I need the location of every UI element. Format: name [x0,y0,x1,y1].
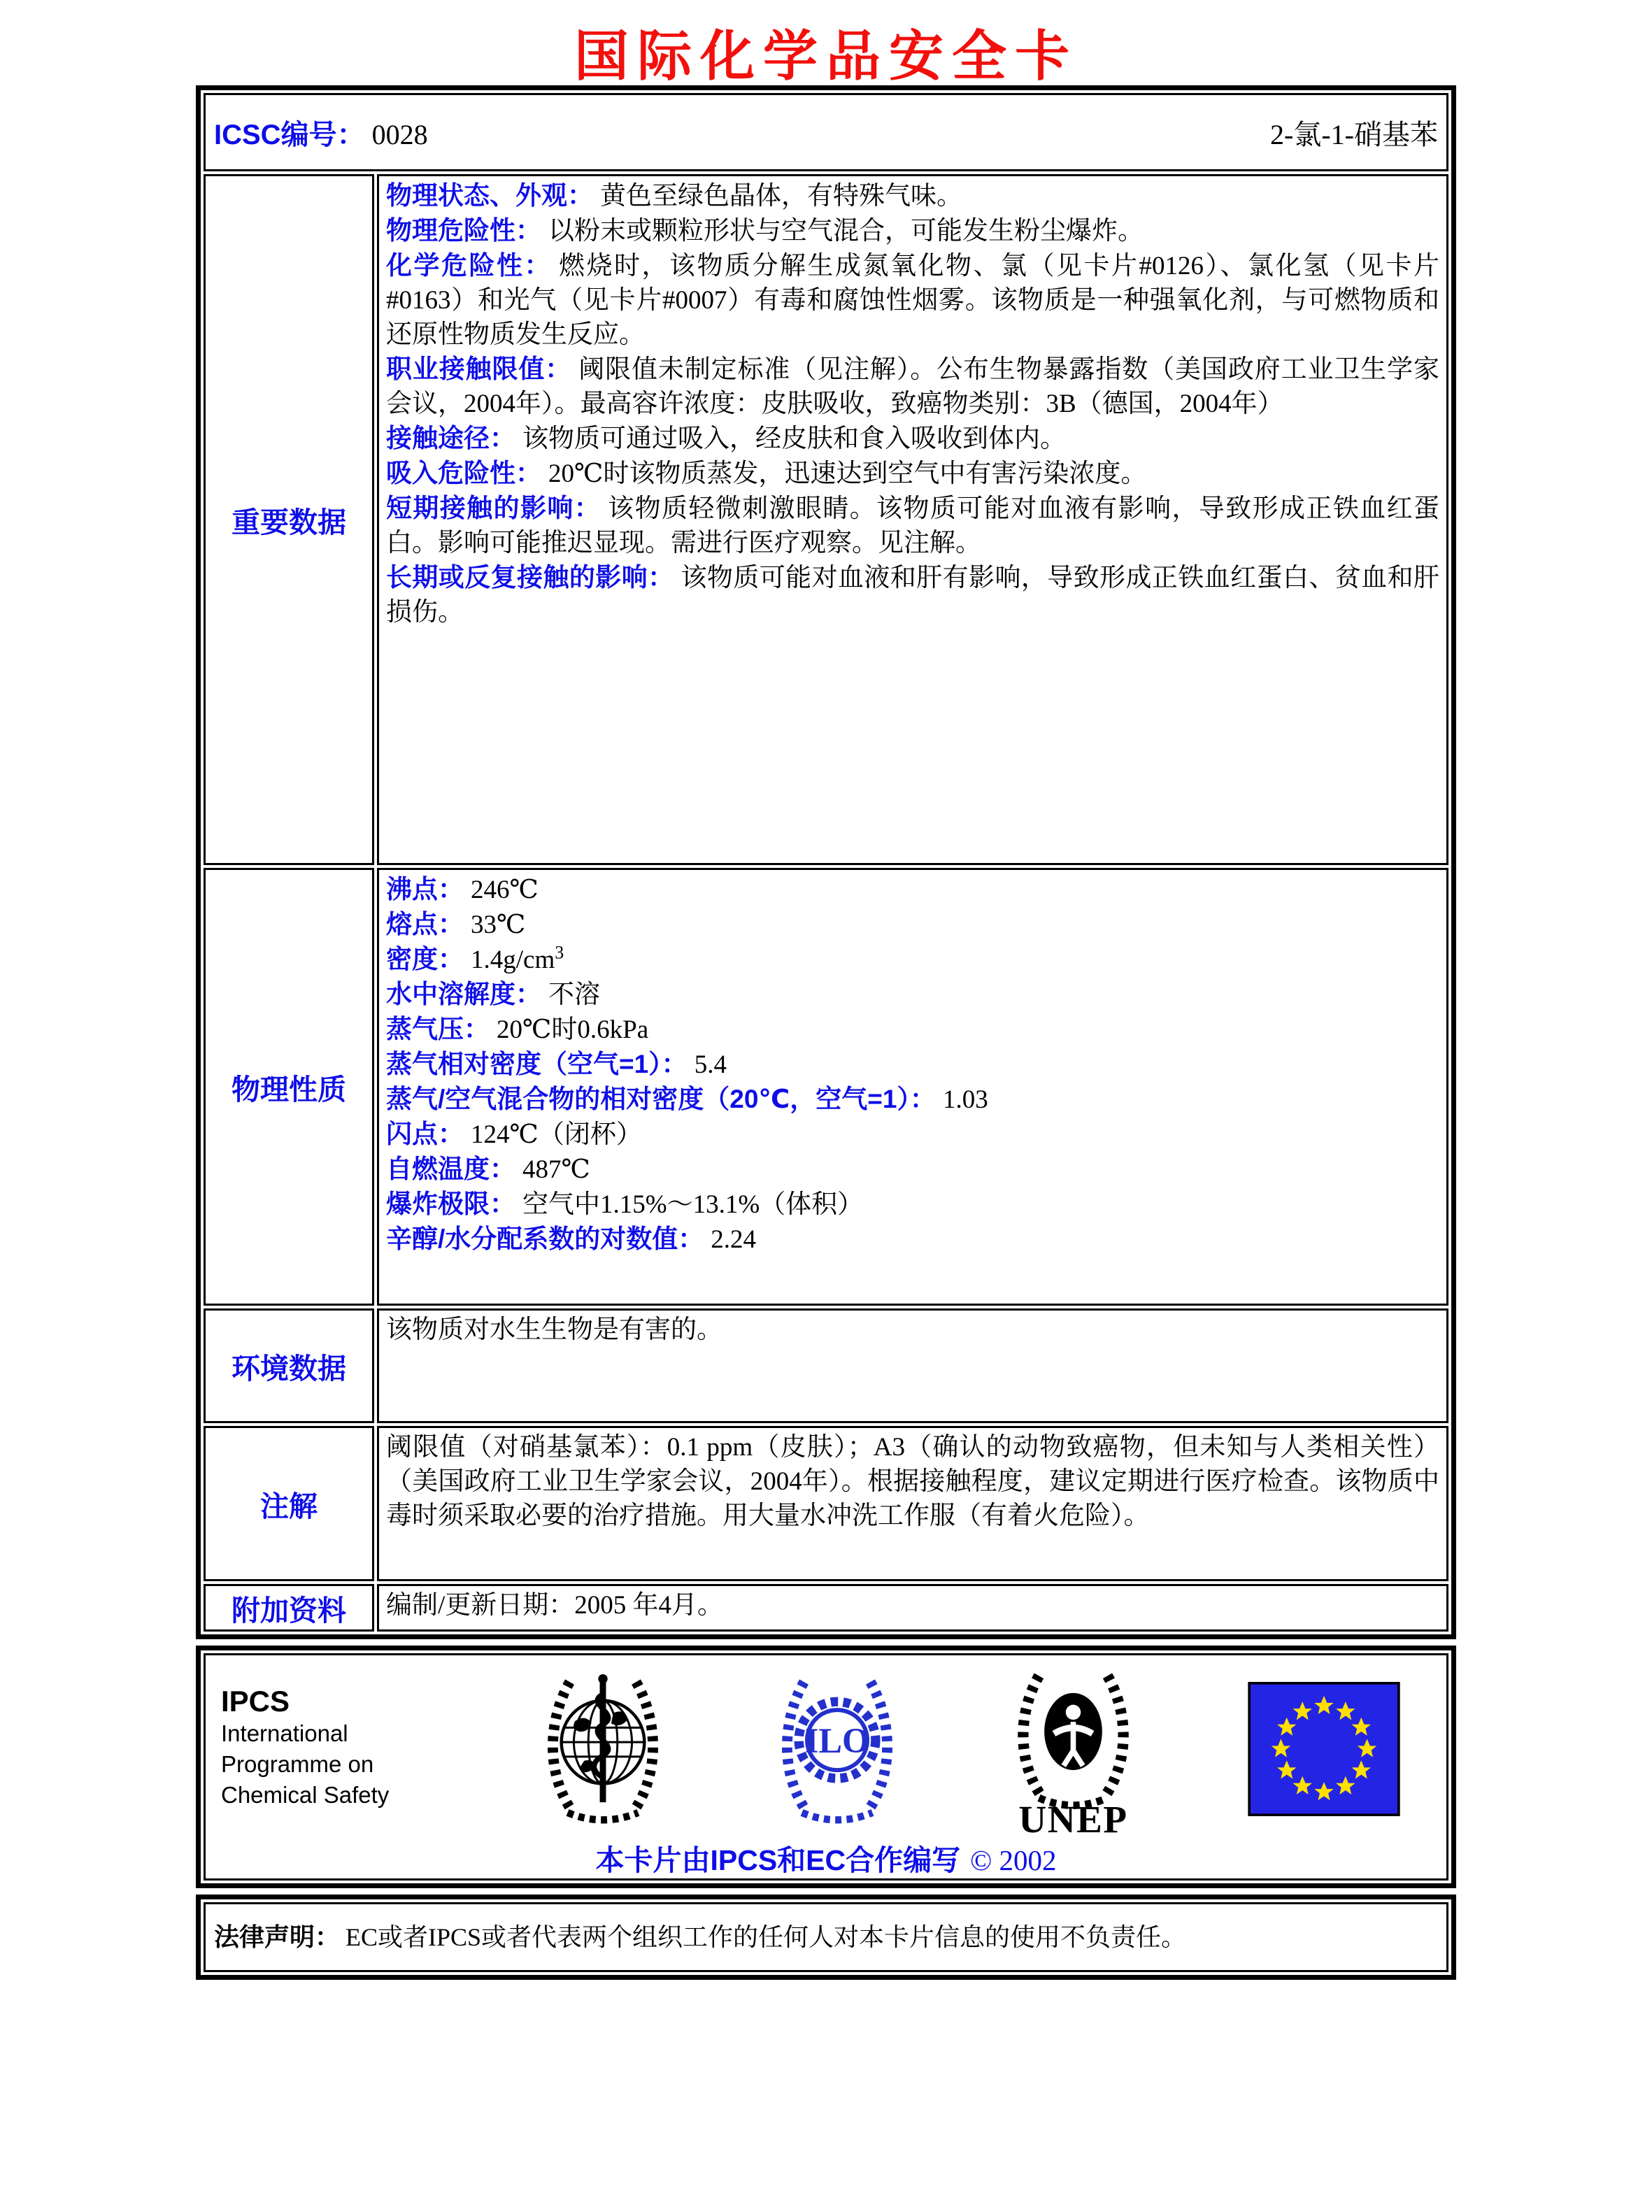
physical-properties-row [204,868,1448,1306]
icsc-card [196,85,1456,1980]
environmental-data-content: 该物质对水生生物是有害的。 [377,1308,1448,1423]
unep-logo-icon [1009,1665,1138,1836]
section-label-notes: 注解 [204,1426,374,1581]
notes-content: 阈限值（对硝基氯苯）：0.1 ppm（皮肤）；A3（确认的动物致癌物，但未知与人类相关性）（美国政府工业卫生学家会议，2004年）。根据接触程度，建议定期进行医疗检查。该物质中毒时须采取必要的治疗措施。用大量水冲洗工作服（有着火危险）。 [377,1426,1448,1581]
section-label-important-data: 重要数据 [204,174,374,865]
section-label-additional-info: 附加资料 [204,1584,374,1632]
eu-flag-icon [1248,1682,1400,1816]
property-line: 密度： $1.4g/cm^3$ [386,942,564,974]
ilo-logo-icon [775,1665,899,1832]
icsc-number-group [214,113,428,152]
important-data-row [204,174,1448,865]
icsc-number-value: 0028 [371,118,428,150]
card-caption [206,1837,1446,1878]
ipcs-wordmark [221,1685,431,1811]
property-line: 水中溶解度： 不溶 [386,980,600,1009]
copyright-text: © 2002 [970,1844,1057,1876]
data-item: 职业接触限值： 阈限值未制定标准（见注解）。公布生物暴露指数（美国政府工业卫生学家会议，2004年）。最高容许浓度：皮肤吸收，致癌物类别：3B（德国，2004年） [386,355,1440,418]
svg-text:UNEP: UNEP [1018,1797,1128,1836]
data-item: 物理状态、外观： 黄色至绿色晶体，有特殊气味。 [386,181,962,211]
property-line: 熔点： 33℃ [386,910,526,939]
page-title: 国际化学品安全卡 [574,25,1078,87]
property-line: 蒸气/空气混合物的相对密度（20℃，空气=1）： 1.03 [386,1085,988,1114]
data-item: 吸入危险性： 20℃时该物质蒸发，迅速达到空气中有害污染浓度。 [386,459,1147,488]
logos-table [196,1646,1456,1888]
environmental-data-row [204,1308,1448,1423]
property-line: 沸点： 246℃ [386,875,539,904]
legal-table [196,1895,1456,1980]
additional-info-content: 编制/更新日期：2005 年4月。 [377,1584,1448,1632]
caption-text: 本卡片由IPCS和EC合作编写 [595,1844,961,1876]
section-label-environmental-data: 环境数据 [204,1308,374,1423]
property-line: 蒸气相对密度（空气=1）： 5.4 [386,1050,727,1079]
who-logo-icon [541,1665,665,1832]
ipcs-subtitle: International Programme on Chemical Safety [221,1720,390,1808]
section-label-physical-properties: 物理性质 [204,868,374,1306]
icsc-main-table [196,85,1456,1639]
physical-properties-content [377,868,1448,1306]
property-line: 闪点： 124℃（闭杯） [386,1120,642,1149]
card-header-cell [204,93,1448,171]
header-row [204,93,1448,171]
legal-notice-text: EC或者IPCS或者代表两个组织工作的任何人对本卡片信息的使用不负责任。 [346,1923,1187,1951]
data-item: 物理危险性： 以粉末或颗粒形状与空气混合，可能发生粉尘爆炸。 [386,216,1144,245]
logos-cell [204,1653,1448,1881]
ipcs-title: IPCS [221,1685,290,1718]
property-line: 爆炸极限： 空气中1.15%～13.1%（体积） [386,1190,864,1219]
property-line: 辛醇/水分配系数的对数值： 2.24 [386,1225,757,1254]
data-item: 接触途径： 该物质可通过吸入，经皮肤和食入吸收到体内。 [386,424,1066,453]
notes-row [204,1426,1448,1581]
additional-info-row [204,1584,1448,1632]
data-item: 化学危险性： 燃烧时，该物质分解生成氮氧化物、氯（见卡片#0126）、氯化氢（见卡片#0163）和光气（见卡片#0007）有毒和腐蚀性烟雾。该物质是一种强氧化剂，与可燃物质和还原性物质发生反应。 [386,251,1439,349]
property-line: 蒸气压： 20℃时0.6kPa [386,1015,649,1044]
property-line: 自燃温度： 487℃ [386,1155,590,1184]
data-item: 长期或反复接触的影响： 该物质可能对血液和肝有影响，导致形成正铁血红蛋白、贫血和肝损伤。 [386,563,1440,627]
svg-text:ILO: ILO [804,1720,869,1760]
chemical-name: 2-氯-1-硝基苯 [1270,118,1438,150]
legal-notice-label: 法律声明： [214,1922,341,1951]
legal-notice-cell [204,1902,1448,1972]
important-data-content [377,174,1448,865]
data-item: 短期接触的影响： 该物质轻微刺激眼睛。该物质可能对血液有影响，导致形成正铁血红蛋白。影响可能推迟显现。需进行医疗观察。见注解。 [386,494,1440,557]
icsc-number-label: ICSC编号： [214,119,365,150]
